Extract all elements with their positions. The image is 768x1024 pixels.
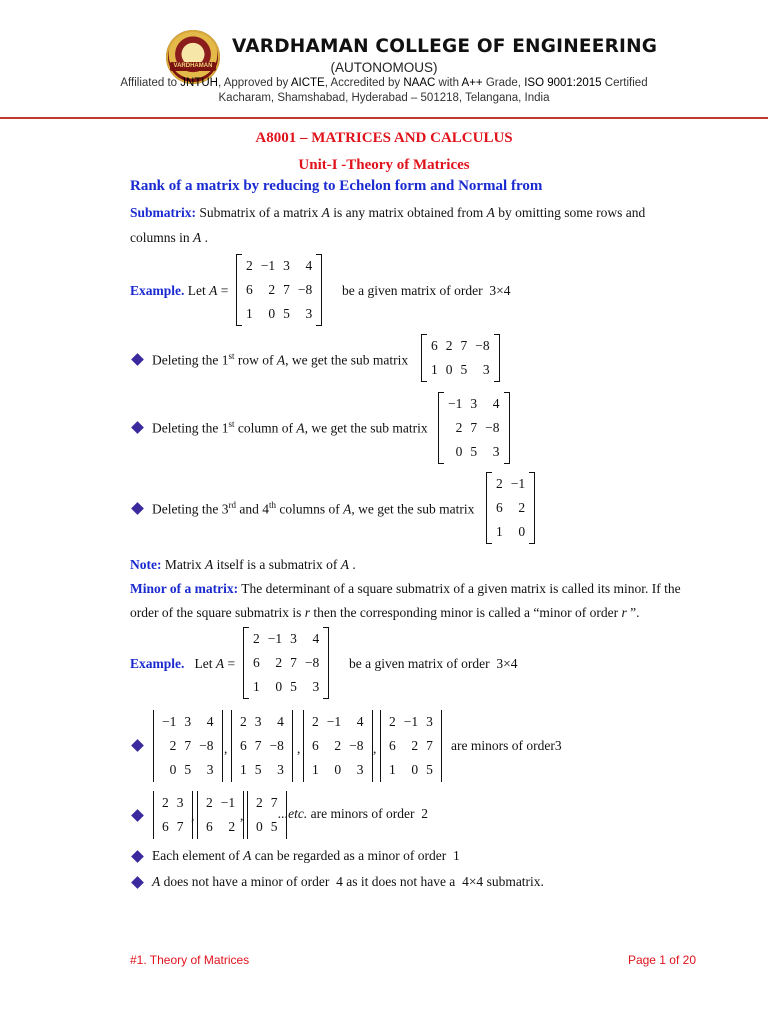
- bullet-icon: [131, 809, 144, 822]
- matrix-cell: 3: [206, 762, 214, 777]
- matrix-cell: 2: [445, 338, 453, 353]
- college-logo: [166, 30, 220, 84]
- matrix-cell: 5: [460, 362, 468, 377]
- matrix-cell: 3: [492, 444, 500, 459]
- order-text-2: be a given matrix of order 3×4: [349, 656, 518, 671]
- matrix-cell: 3: [290, 631, 297, 646]
- matrix-cell: 1: [431, 362, 438, 377]
- matrix-cell: 4: [305, 258, 313, 273]
- matrix-cell: 6: [312, 738, 319, 753]
- left-determinant-bar: [303, 710, 304, 782]
- matrix-cell: 3: [426, 714, 433, 729]
- matrix-cell: 7: [283, 282, 290, 297]
- matrix-cell: −1: [510, 476, 526, 491]
- matrix-cell: 6: [389, 738, 396, 753]
- matrix-cell: 7: [176, 819, 184, 834]
- matrix-cell: −1: [326, 714, 342, 729]
- matrix-cell: 6: [240, 738, 247, 753]
- bullet-3-text: Deleting the 3rd and 4th columns of A, we get the sub matrix: [152, 500, 475, 517]
- left-determinant-bar: [153, 710, 154, 782]
- footer-page-number: Page 1 of 20: [627, 953, 696, 967]
- section-heading: Rank of a matrix by reducing to Echelon form and Normal from: [130, 178, 543, 194]
- left-bracket: [236, 254, 242, 326]
- left-determinant-bar: [247, 791, 248, 839]
- matrix-cell: −1: [260, 258, 276, 273]
- matrix-cell: 0: [445, 362, 453, 377]
- minor-definition-cont: order of the square submatrix is r then the corresponding minor is called a “minor of order r ”.: [130, 605, 640, 620]
- matrix-cell: 7: [270, 795, 278, 810]
- matrix-cell: −8: [297, 282, 313, 297]
- comma: ,: [224, 741, 228, 756]
- left-determinant-bar: [380, 710, 381, 782]
- no-minor-order-4-text: A does not have a minor of order 4 as it does not have a 4×4 submatrix.: [152, 874, 544, 889]
- minor-order-3-4: [379, 710, 443, 782]
- matrix-A-example-2: [243, 627, 329, 699]
- matrix-cell: 2: [246, 258, 253, 273]
- matrix-cell: 1: [312, 762, 319, 777]
- matrix-cell: 2: [240, 714, 247, 729]
- matrix-cell: 0: [169, 762, 177, 777]
- matrix-cell: 0: [275, 679, 283, 694]
- bullet-2-text: Deleting the 1st column of A, we get the sub matrix: [152, 419, 428, 436]
- bullet-icon: [131, 502, 144, 515]
- matrix-cell: −1: [220, 795, 236, 810]
- matrix-cell: 0: [334, 762, 342, 777]
- right-bracket: [316, 254, 322, 326]
- comma: ,: [240, 808, 244, 823]
- left-determinant-bar: [153, 791, 154, 839]
- order-text-1: be a given matrix of order 3×4: [342, 283, 511, 298]
- footer-chapter: #1. Theory of Matrices: [130, 953, 250, 967]
- example-1-label: Example. Let A =: [130, 283, 229, 298]
- left-bracket: [421, 334, 427, 382]
- matrix-cell: 3: [254, 714, 262, 729]
- matrix-cell: 0: [256, 819, 263, 834]
- comma: ,: [373, 741, 377, 756]
- minors-order-3-text: are minors of order3: [451, 738, 562, 753]
- matrix-cell: 0: [268, 306, 276, 321]
- matrix-cell: 2: [312, 714, 319, 729]
- right-bracket: [504, 392, 510, 464]
- matrix-cell: 3: [184, 714, 192, 729]
- matrix-cell: −1: [448, 396, 463, 411]
- left-determinant-bar: [231, 710, 232, 782]
- matrix-cell: 3: [176, 795, 184, 810]
- minor-order-3-3: [302, 710, 377, 782]
- sub-matrix-delete-column: [438, 392, 510, 464]
- matrix-cell: 5: [283, 306, 290, 321]
- bullet-icon: [131, 739, 144, 752]
- matrix-cell: 3: [277, 762, 284, 777]
- matrix-cell: 1: [496, 524, 503, 539]
- matrix-cell: 5: [254, 762, 262, 777]
- right-bracket: [494, 334, 500, 382]
- course-title: A8001 – MATRICES AND CALCULUS: [255, 130, 513, 146]
- matrix-cell: 2: [206, 795, 213, 810]
- college-name: VARDHAMAN COLLEGE OF ENGINEERING: [232, 36, 658, 57]
- unit-title: Unit-I -Theory of Matrices: [298, 157, 470, 173]
- matrix-cell: 1: [246, 306, 253, 321]
- header-divider: [0, 117, 768, 119]
- address-line: Kacharam, Shamshabad, Hyderabad – 501218, Telangana, India: [218, 92, 550, 104]
- matrix-cell: 6: [162, 819, 169, 834]
- left-bracket: [438, 392, 444, 464]
- right-bracket: [323, 627, 329, 699]
- matrix-cell: 2: [268, 282, 276, 297]
- minor-definition: Minor of a matrix: The determinant of a square submatrix of a given matrix is called its minor. If the: [130, 581, 681, 596]
- autonomous-label: (AUTONOMOUS): [330, 60, 438, 75]
- affiliation-line: Affiliated to JNTUH, Approved by AICTE, Accredited by NAAC with A++ Grade, ISO 9001:2015 Certified: [120, 77, 648, 89]
- matrix-cell: 3: [482, 362, 490, 377]
- comma: ,: [297, 741, 301, 756]
- matrix-cell: 3: [356, 762, 364, 777]
- matrix-cell: 2: [256, 795, 263, 810]
- matrix-cell: 7: [460, 338, 468, 353]
- example-2-label: Example. Let A =: [130, 656, 236, 671]
- matrix-A-example-1: [236, 254, 322, 326]
- matrix-cell: 6: [253, 655, 260, 670]
- matrix-cell: 7: [290, 655, 297, 670]
- matrix-cell: 2: [228, 819, 236, 834]
- matrix-cell: 2: [455, 420, 463, 435]
- matrix-cell: 3: [312, 679, 320, 694]
- matrix-cell: 6: [246, 282, 253, 297]
- matrix-cell: −1: [162, 714, 177, 729]
- matrix-cell: 5: [290, 679, 297, 694]
- bullet-1-text: Deleting the 1st row of A, we get the sub matrix: [152, 351, 409, 368]
- logo-ribbon-text: VARDHAMAN: [170, 62, 216, 71]
- matrix-cell: 2: [411, 738, 419, 753]
- minor-order-3-2: [230, 710, 294, 782]
- matrix-cell: 6: [206, 819, 213, 834]
- matrix-cell: −1: [403, 714, 419, 729]
- matrix-cell: 4: [312, 631, 320, 646]
- matrix-cell: −8: [199, 738, 214, 753]
- right-determinant-bar: [222, 710, 223, 782]
- minor-order-2-2: [196, 791, 245, 839]
- matrix-cell: −8: [269, 738, 284, 753]
- matrix-cell: 2: [334, 738, 342, 753]
- matrix-cell: 2: [518, 500, 526, 515]
- sub-matrix-delete-row: [421, 334, 500, 382]
- left-bracket: [243, 627, 249, 699]
- matrix-cell: 7: [254, 738, 262, 753]
- matrix-cell: 2: [496, 476, 503, 491]
- note-line: Note: Matrix A itself is a submatrix of A .: [130, 557, 356, 572]
- matrix-cell: 4: [356, 714, 364, 729]
- matrix-cell: 1: [240, 762, 247, 777]
- matrix-cell: 3: [283, 258, 290, 273]
- matrix-cell: −8: [349, 738, 364, 753]
- matrix-cell: 2: [275, 655, 283, 670]
- matrix-cell: 0: [455, 444, 463, 459]
- matrix-cell: 5: [426, 762, 433, 777]
- each-element-text: Each element of A can be regarded as a minor of order 1: [152, 848, 460, 863]
- bullet-icon: [131, 850, 144, 863]
- matrix-cell: 5: [184, 762, 192, 777]
- matrix-cell: 2: [253, 631, 260, 646]
- matrix-cell: 4: [492, 396, 500, 411]
- bullet-icon: [131, 421, 144, 434]
- matrix-cell: −8: [304, 655, 320, 670]
- matrix-cell: 2: [162, 795, 169, 810]
- matrix-cell: 3: [305, 306, 313, 321]
- minor-order-3-1: [152, 710, 224, 782]
- matrix-cell: 4: [206, 714, 214, 729]
- right-determinant-bar: [441, 710, 442, 782]
- matrix-cell: 5: [270, 819, 278, 834]
- sub-matrix-delete-columns-3-4: [486, 472, 535, 544]
- matrix-cell: 6: [431, 338, 438, 353]
- matrix-cell: 3: [470, 396, 478, 411]
- matrix-cell: 2: [169, 738, 177, 753]
- bullet-icon: [131, 876, 144, 889]
- matrix-cell: 7: [184, 738, 192, 753]
- matrix-cell: 7: [470, 420, 478, 435]
- matrix-cell: −1: [267, 631, 283, 646]
- minor-order-2-1: [152, 791, 194, 839]
- left-bracket: [486, 472, 492, 544]
- right-bracket: [529, 472, 535, 544]
- bullet-icon: [131, 353, 144, 366]
- comma: ,: [191, 808, 195, 823]
- matrix-cell: 1: [253, 679, 260, 694]
- submatrix-definition-cont: columns in A .: [130, 230, 208, 245]
- matrix-cell: 7: [426, 738, 433, 753]
- left-determinant-bar: [197, 791, 198, 839]
- submatrix-definition: Submatrix: Submatrix of a matrix A is any matrix obtained from A by omitting some rows and: [130, 205, 646, 220]
- matrix-cell: 4: [277, 714, 284, 729]
- minors-order-2-text: ...etc. are minors of order 2: [278, 806, 428, 821]
- matrix-cell: −8: [475, 338, 490, 353]
- matrix-cell: 5: [470, 444, 478, 459]
- matrix-cell: 6: [496, 500, 503, 515]
- matrix-cell: 2: [389, 714, 396, 729]
- right-determinant-bar: [292, 710, 293, 782]
- matrix-cell: 0: [518, 524, 526, 539]
- matrix-cell: 0: [411, 762, 419, 777]
- matrix-cell: −8: [485, 420, 500, 435]
- matrix-cell: 1: [389, 762, 396, 777]
